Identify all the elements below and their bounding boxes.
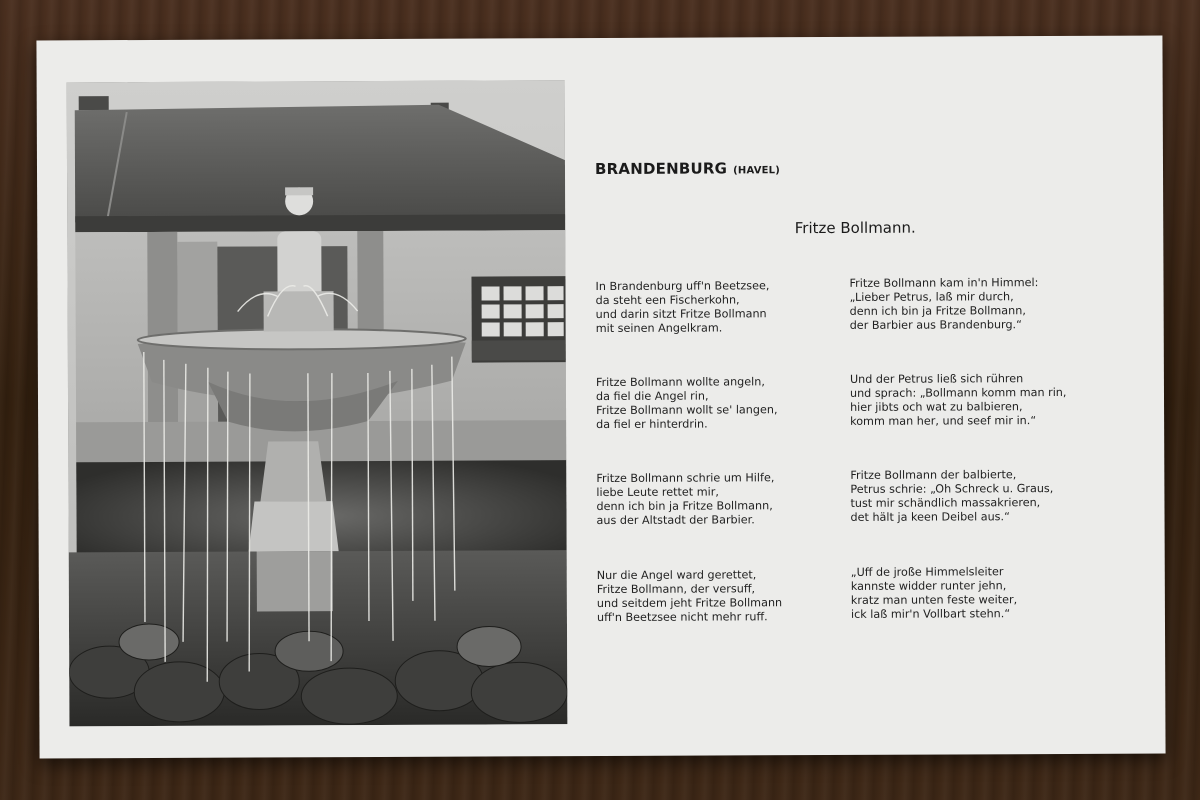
heading-city: BRANDENBURG <box>594 159 728 179</box>
verse-right-3: Fritze Bollmann der balbierte, Petrus schrie: „Oh Schreck u. Graus, tust mir schändlich massakrieren, det hält ja keen Deibel aus.“ <box>850 468 1054 524</box>
verse-left-1: In Brandenburg uff'n Beetzsee, da steht een Fischerkohn, und darin sitzt Fritze Bollmann mit seinen Angelkram. <box>595 279 770 336</box>
postcard <box>36 36 1165 759</box>
heading-sub: (HAVEL) <box>733 165 781 177</box>
verse-right-4: „Uff de jroße Himmelsleiter kannste widder runter jehn, kratz man unten feste weiter, ick laß mir'n Vollbart stehn.“ <box>850 565 1018 621</box>
verse-left-3: Fritze Bollmann schrie um Hilfe, liebe Leute rettet mir, denn ich bin ja Fritze Bollmann, aus der Altstadt der Barbier. <box>596 471 775 528</box>
verse-left-2: Fritze Bollmann wollte angeln, da fiel die Angel rin, Fritze Bollmann wollt se' langen, da fiel er hinterdrin. <box>595 375 778 432</box>
postcard-heading <box>595 159 780 178</box>
verse-left-4: Nur die Angel ward gerettet, Fritze Bollmann, der versuff, und seitdem jeht Fritze Bollmann uff'n Beetzsee nicht mehr ruff. <box>596 568 783 625</box>
poem-title: Fritze Bollmann. <box>794 218 916 238</box>
verse-right-1: Fritze Bollmann kam in'n Himmel: „Lieber Petrus, laß mir durch, denn ich bin ja Fritze Bollmann, der Barbier aus Brandenburg.“ <box>849 276 1039 332</box>
verse-right-2: Und der Petrus ließ sich rühren und sprach: „Bollmann komm man rin, hier jibts och wat zu balbieren, komm man her, und seef mir in.“ <box>849 372 1067 428</box>
fountain-photo <box>67 80 568 726</box>
fountain-statue-photo-icon <box>67 80 568 726</box>
